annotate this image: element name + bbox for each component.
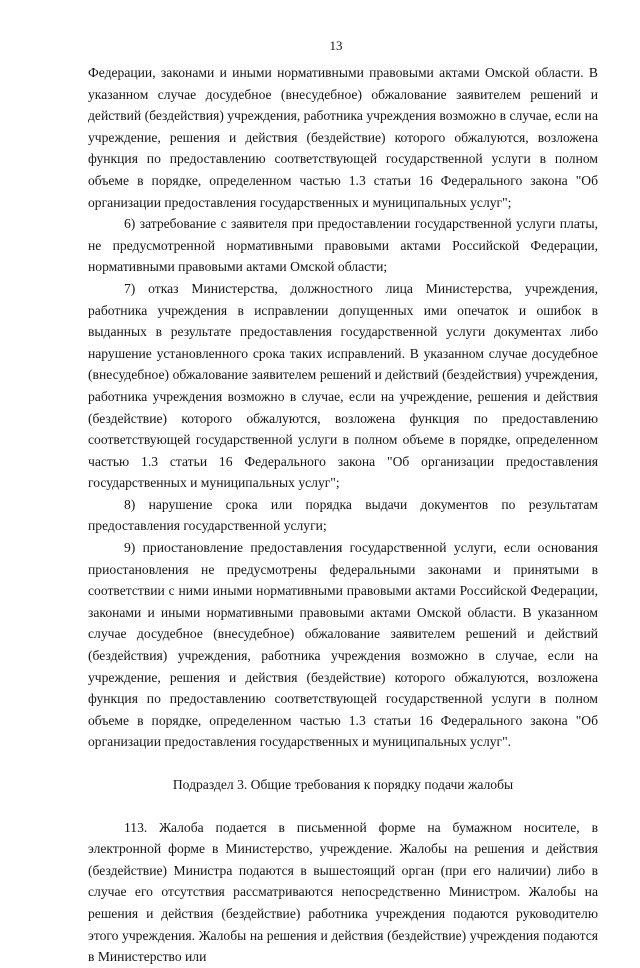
paragraph-item-9: 9) приостановление предоставления государственной услуги, если основания приостановления не предусмотрены федеральными законами и принятыми в соответствии с ними иными нормативными правовыми актами Российской Федерации, законами и иными нормативными правовыми актами Омской области. В указанном случае досудебное (внесудебное) обжалование заявителем решений и действий (бездействия) учреждения, работника учреждения возможно в случае, если на учреждение, решения и действия (бездействие) которого обжалуются, возложена функция по предоставлению соответствующей государственной услуги в полном объеме в порядке, определенном частью 1.3 статьи 16 Федерального закона "Об организации предоставления государственных и муниципальных услуг". (88, 540, 598, 750)
paragraph-113: 113. Жалоба подается в письменной форме на бумажном носителе, в электронной форме в Министерство, учреждение. Жалобы на решения и действия (бездействие) Министра подаются в вышестоящий орган (при его наличии) либо в случае его отсутствия рассматриваются непосредственно Министром. Жалобы на решения и действия (бездействие) работника учреждения подаются руководителю этого учреждения. Жалобы на решения и действия (бездействие) учреждения подаются в Министерство или (88, 819, 598, 965)
paragraph-continuation: Федерации, законами и иными нормативными правовыми актами Омской области. В указанном случае досудебное (внесудебное) обжалование заявителем решений и действий (бездействия) учреждения, работника учреждения возможно в случае, если на учреждение, решения и действия (бездействие) которого обжалуются, возложена функция по предоставлению соответствующей государственной услуги в полном объеме в порядке, определенном частью 1.3 статьи 16 Федерального закона "Об организации предоставления государственных и муниципальных услуг"; (88, 65, 598, 210)
paragraph-item-8: 8) нарушение срока или порядка выдачи документов по результатам предоставления государственной услуги; (88, 496, 598, 534)
page-number: 13 (329, 38, 343, 53)
paragraph-item-6: 6) затребование с заявителя при предоставлении государственной услуги платы, не предусмотренной нормативными правовыми актами Российской Федерации, нормативными правовыми актами Омской области; (88, 216, 598, 275)
subsection-heading: Подраздел 3. Общие требования к порядку подачи жалобы (172, 777, 514, 792)
paragraph-item-7: 7) отказ Министерства, должностного лица Министерства, учреждения, работника учреждения в исправлении допущенных ими опечаток и ошибок в выданных в результате предоставления государственной услуги документах либо нарушение установленного срока таких исправлений. В указанном случае досудебное (внесудебное) обжалование заявителем решений и действий (бездействия) учреждения, работника учреждения возможно в случае, если на учреждение, решения и действия (бездействие) которого обжалуются, возложена функция по предоставлению соответствующей государственной услуги в полном объеме в порядке, определенном частью 1.3 статьи 16 Федерального закона "Об организации предоставления государственных и муниципальных услуг"; (88, 280, 598, 491)
document-body (88, 62, 598, 968)
